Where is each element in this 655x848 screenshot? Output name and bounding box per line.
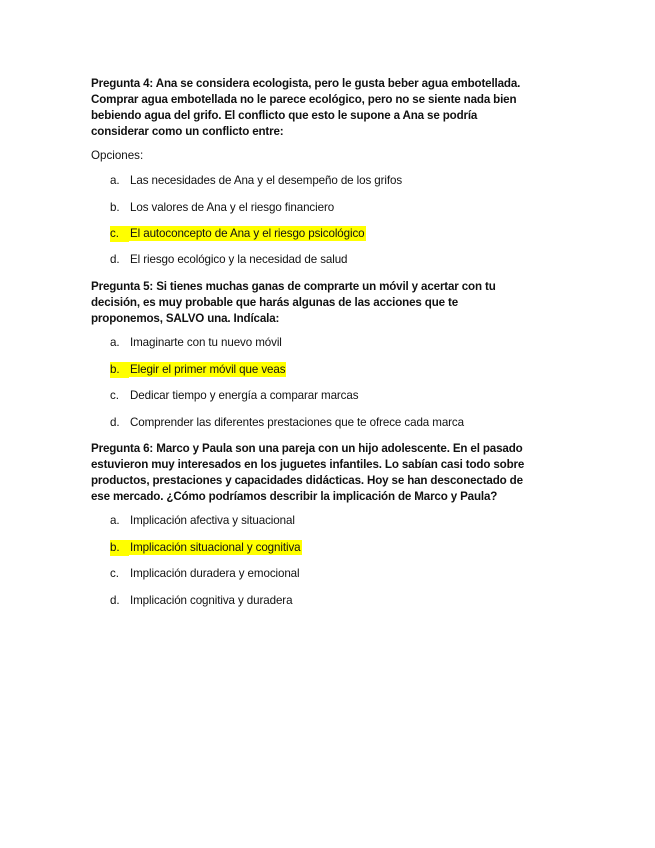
- option-letter: a.: [110, 174, 120, 187]
- question-5-option-c: [110, 388, 359, 404]
- question-6-line-3: productos, prestaciones y capacidades didácticas. Hoy se han desconectado de: [91, 474, 523, 487]
- option-text: Implicación duradera y emocional: [130, 567, 300, 580]
- option-text: El riesgo ecológico y la necesidad de salud: [130, 253, 348, 266]
- option-text: Dedicar tiempo y energía a comparar marcas: [130, 389, 359, 402]
- option-text: Elegir el primer móvil que veas: [130, 363, 286, 376]
- question-5-line-3: proponemos, SALVO una. Indícala:: [91, 312, 280, 325]
- question-6-line-1: Pregunta 6: Marco y Paula son una pareja con un hijo adolescente. En el pasado: [91, 442, 523, 455]
- option-letter: a.: [110, 336, 120, 349]
- options-label: Opciones:: [91, 149, 144, 162]
- question-4-option-c-highlighted: [110, 226, 366, 242]
- option-letter: b.: [110, 201, 120, 214]
- question-5-line-1: Pregunta 5: Si tienes muchas ganas de comprarte un móvil y acertar con tu: [91, 280, 496, 293]
- question-6-option-b-highlighted: [110, 540, 302, 556]
- question-4-text: [91, 76, 571, 140]
- question-4-line-4: considerar como un conflicto entre:: [91, 125, 284, 138]
- question-4-line-3: bebiendo agua del grifo. El conflicto que esto le supone a Ana se podría: [91, 109, 478, 122]
- question-6-text: [91, 441, 571, 505]
- question-6-option-a: [110, 513, 296, 529]
- option-letter: c.: [110, 226, 129, 242]
- option-letter: d.: [110, 594, 120, 607]
- option-letter: d.: [110, 416, 120, 429]
- question-5-text: [91, 279, 571, 327]
- question-6-line-2: estuvieron muy interesados en los juguetes infantiles. Lo sabían casi todo sobre: [91, 458, 525, 471]
- question-5-line-2: decisión, es muy probable que harás algunas de las acciones que te: [91, 296, 459, 309]
- question-4-line-2: Comprar agua embotellada no le parece ecológico, pero no se siente nada bien: [91, 93, 517, 106]
- option-letter: c.: [110, 389, 119, 402]
- option-text: Comprender las diferentes prestaciones que te ofrece cada marca: [130, 416, 464, 429]
- option-text: Los valores de Ana y el riesgo financiero: [130, 201, 335, 214]
- option-text: Implicación afectiva y situacional: [130, 514, 295, 527]
- question-4-option-b: [110, 200, 335, 216]
- option-text: Las necesidades de Ana y el desempeño de los grifos: [130, 174, 403, 187]
- question-6-option-c: [110, 566, 301, 582]
- option-letter: c.: [110, 567, 119, 580]
- question-4-line-1: Pregunta 4: Ana se considera ecologista, pero le gusta beber agua embotellada.: [91, 77, 521, 90]
- question-5-option-a: [110, 335, 283, 351]
- option-letter: b.: [110, 540, 129, 556]
- question-4-option-d: [110, 252, 348, 268]
- option-text: Imaginarte con tu nuevo móvil: [130, 336, 282, 349]
- option-text: Implicación situacional y cognitiva: [130, 541, 301, 554]
- option-text: Implicación cognitiva y duradera: [130, 594, 293, 607]
- question-6-option-d: [110, 593, 293, 609]
- question-5-option-d: [110, 415, 465, 431]
- question-4-option-a: [110, 173, 403, 189]
- option-letter: d.: [110, 253, 120, 266]
- question-6-line-4: ese mercado. ¿Cómo podríamos describir la implicación de Marco y Paula?: [91, 490, 498, 503]
- option-letter: a.: [110, 514, 120, 527]
- option-text: El autoconcepto de Ana y el riesgo psicológico: [130, 227, 365, 240]
- option-letter: b.: [110, 362, 129, 378]
- question-5-option-b-highlighted: [110, 362, 286, 378]
